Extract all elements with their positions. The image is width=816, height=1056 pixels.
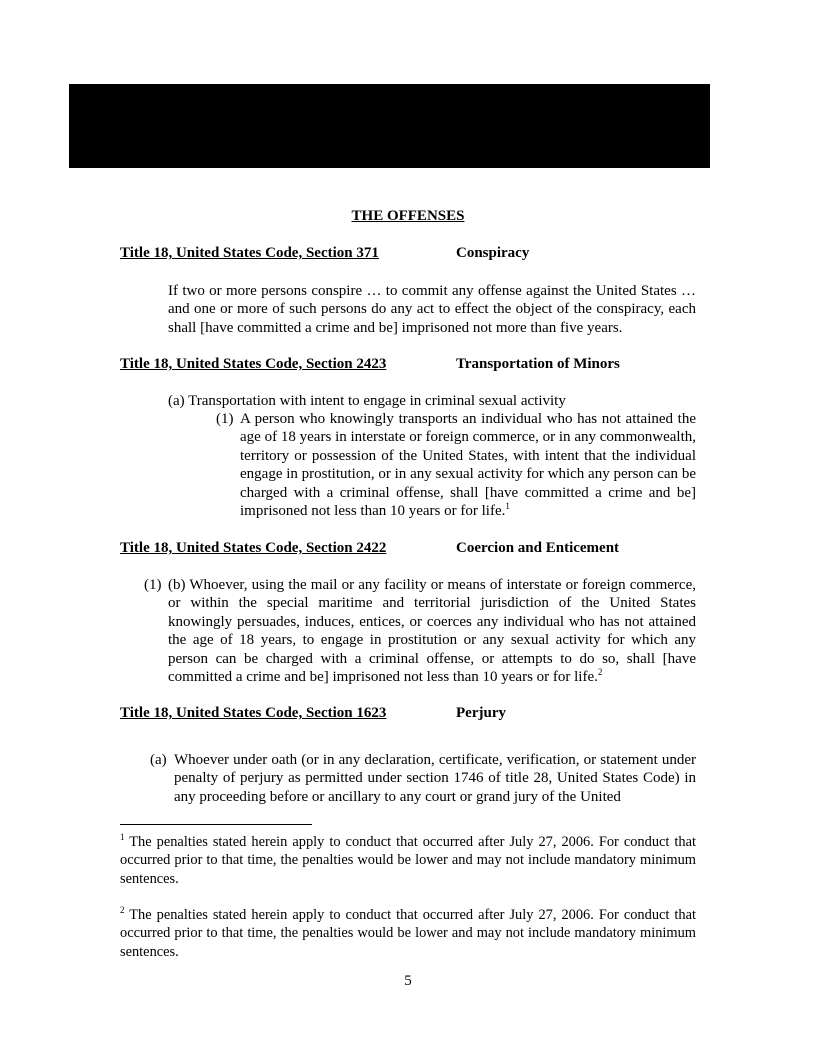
footnote-text: The penalties stated herein apply to conduct that occurred after July 27, 2006. For conduct that occurred prior to that time, the penalties would be lower and may not include mandatory minimum sentences. [120,834,696,887]
coercion-body: (b) Whoever, using the mail or any facility or means of interstate or foreign commerce, or within the special maritime and territorial jurisdiction of the United States knowingly persuades, induces, entices, or coerces any individual who has not attained the age of 18 years, to engage in prostitution or any sexual activity for which any person can be charged with a criminal offense, or attempts to do so, shall [have committed a crime and be] imprisoned not less than 10 years or for life. [168,577,696,686]
transportation-body: A person who knowingly transports an individual who has not attained the age of 18 years in interstate or foreign commerce, or in any commonwealth, territory or possession of the United States, with intent that the individual engage in prostitution, or in any sexual activity for which any person can be charged with a criminal offense, shall [have committed a crime and be] imprisoned not less than 10 years or for life. [240,411,696,520]
coercion-text [168,576,696,686]
section-name: Conspiracy [456,245,530,261]
section-name: Perjury [456,705,506,721]
section-heading-2423 [120,355,720,373]
footnote-number: 2 [120,905,125,915]
item-number: (1) [216,411,234,427]
page-title: THE OFFENSES [351,208,465,224]
item-number: (a) [150,752,167,768]
section-citation: Title 18, United States Code, Section 371 [120,245,379,261]
transportation-text [240,410,696,520]
footnote-1 [120,833,696,888]
page-number: 5 [404,973,412,989]
footnote-separator [120,824,312,825]
redaction-block [69,84,710,168]
section-citation: Title 18, United States Code, Section 1623 [120,705,387,721]
conspiracy-text: If two or more persons conspire … to commit any offense against the United States … and one or more of such persons do any act to effect the object of the conspiracy, each shall [have committed a crime and be] imprisoned not more than five years. [168,283,696,336]
item-number: (1) [144,577,162,593]
footnote-ref-1: 1 [505,501,510,512]
perjury-text: Whoever under oath (or in any declaration, certificate, verification, or statement under penalty of perjury as permitted under section 1746 of title 28, United States Code) in any proceeding before or ancillary to any court or grand jury of the United [174,752,696,805]
section-heading-1623 [120,704,720,722]
section-citation: Title 18, United States Code, Section 2423 [120,356,387,372]
footnote-number: 1 [120,832,125,842]
section-heading-2422 [120,539,720,557]
footnote-text: The penalties stated herein apply to conduct that occurred after July 27, 2006. For conduct that occurred prior to that time, the penalties would be lower and may not include mandatory minimum sentences. [120,907,696,960]
footnote-ref-2: 2 [597,667,603,678]
section-heading-371 [120,244,720,262]
transportation-subheading: (a) Transportation with intent to engage in criminal sexual activity [168,393,566,409]
section-name: Transportation of Minors [456,356,620,372]
footnote-2 [120,906,696,961]
section-citation: Title 18, United States Code, Section 2422 [120,540,387,556]
section-name: Coercion and Enticement [456,540,620,556]
